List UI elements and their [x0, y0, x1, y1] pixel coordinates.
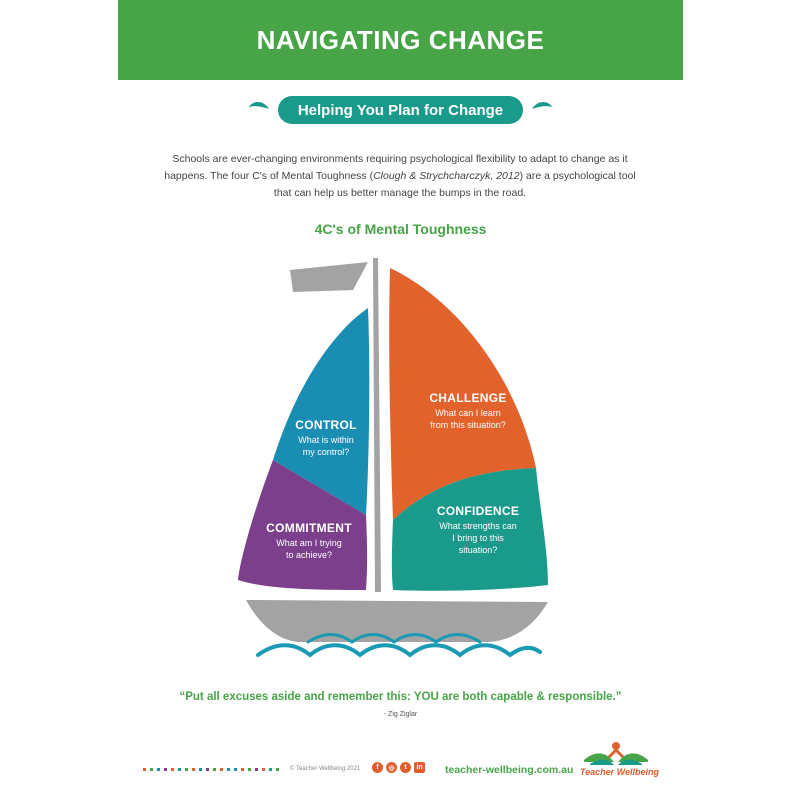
website-link[interactable]: teacher-wellbeing.com.au	[445, 764, 574, 776]
copyright-text: © Teacher Wellbeing 2021	[290, 766, 361, 772]
leaf-icon	[248, 99, 270, 115]
hull-shape	[246, 600, 548, 642]
quote-author: - Zig Ziglar	[383, 711, 418, 718]
commitment-line-1: What am I trying	[276, 538, 342, 548]
commitment-question	[254, 537, 364, 561]
confidence-line-3: situation?	[458, 545, 498, 555]
commitment-line-2: to achieve?	[285, 550, 333, 560]
challenge-question	[413, 407, 523, 431]
challenge-title: CHALLENGE	[429, 391, 507, 405]
logo-text: Teacher Wellbeing	[580, 767, 660, 777]
confidence-line-1: What strengths can	[439, 521, 517, 531]
footer	[118, 740, 683, 790]
linkedin-icon[interactable]: in	[414, 762, 425, 773]
sailboat-diagram	[218, 250, 568, 670]
subtitle-banner	[248, 95, 553, 127]
challenge-line-1: What can I learn	[435, 408, 501, 418]
decorative-dots	[143, 768, 283, 772]
control-label	[286, 418, 366, 458]
subtitle-pill: Helping You Plan for Change	[278, 96, 523, 124]
leaf-icon	[531, 99, 553, 115]
facebook-icon[interactable]: f	[372, 762, 383, 773]
confidence-title: CONFIDENCE	[436, 504, 520, 518]
page-title: NAVIGATING CHANGE	[256, 24, 545, 55]
challenge-label	[413, 391, 523, 431]
poster-page	[118, 0, 683, 800]
commitment-label	[254, 521, 364, 561]
challenge-line-2: from this situation?	[430, 420, 506, 430]
sailboat-graphic	[218, 250, 568, 670]
intro-paragraph	[160, 151, 640, 202]
confidence-label	[423, 504, 533, 556]
header-banner	[118, 0, 683, 80]
quote-text: “Put all excuses aside and remember this: YOU are both capable & responsible.”	[179, 691, 622, 703]
confidence-line-2: I bring to this	[452, 533, 504, 543]
flag-shape	[290, 262, 368, 292]
commitment-title: COMMITMENT	[266, 521, 352, 535]
control-title: CONTROL	[295, 418, 357, 432]
section-title: 4C's of Mental Toughness	[314, 221, 487, 237]
intro-text-2: ) are a psychological tool that can help us better manage the bumps in the road.	[273, 169, 636, 199]
twitter-icon[interactable]: t	[400, 762, 411, 773]
control-line-1: What is within	[298, 435, 354, 445]
social-links	[372, 762, 425, 773]
control-line-2: my control?	[302, 447, 350, 457]
control-question	[286, 434, 366, 458]
waves-shape	[258, 645, 540, 655]
confidence-question	[423, 520, 533, 556]
intro-citation: Clough & Strychcharczyk, 2012	[373, 169, 520, 182]
mast-shape	[373, 258, 381, 592]
intro-text-1: Schools are ever-changing environments requiring psychological flexibility to adapt to change as it happens. The four C's of Mental Toughness (	[164, 152, 628, 182]
instagram-icon[interactable]: ◎	[386, 762, 397, 773]
